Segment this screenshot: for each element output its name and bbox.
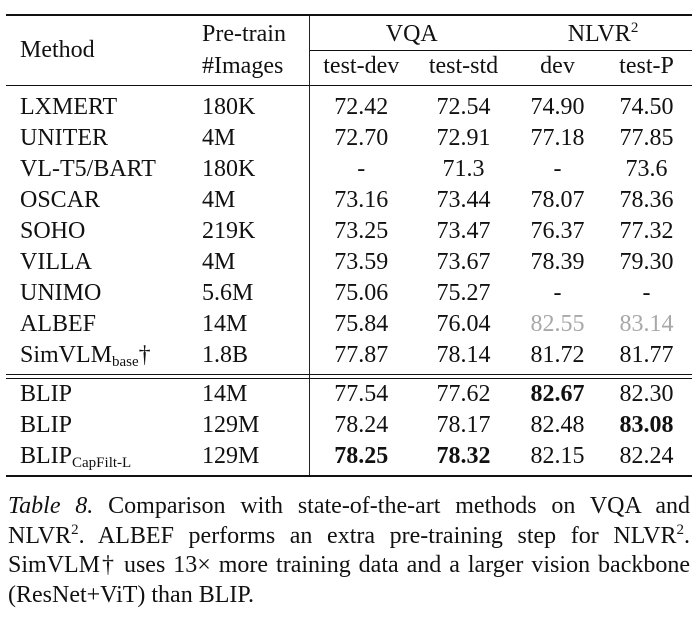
header-method: Method xyxy=(6,15,202,86)
value-cell: 77.87 xyxy=(309,340,413,375)
images-cell: 4M xyxy=(202,187,236,213)
value-cell: 79.30 xyxy=(619,249,674,275)
caption-text-1: Comparison with state-of-the-art methods on VQA and NLVR xyxy=(8,493,691,549)
value-cell: 81.77 xyxy=(619,342,674,368)
images-cell: 1.8B xyxy=(202,342,249,368)
table-row xyxy=(6,309,692,340)
table-row xyxy=(6,410,692,441)
images-cell: 180K xyxy=(202,156,256,182)
table-row xyxy=(6,340,692,375)
value-cell: 73.59 xyxy=(309,247,413,278)
header-nlvr: NLVR$^2$ xyxy=(514,15,692,51)
value-cell: 72.91 xyxy=(436,125,491,151)
images-cell: 129M xyxy=(202,441,309,476)
images-cell: 14M xyxy=(202,379,309,411)
images-cell: 5.6M xyxy=(202,280,254,306)
images-cell: 129M xyxy=(202,412,260,438)
value-cell: 82.48 xyxy=(530,412,585,438)
value-cell: 73.6 xyxy=(625,156,668,182)
value-cell: 77.62 xyxy=(413,379,514,411)
caption-sup-2: 2 xyxy=(676,521,684,538)
caption-sup-1: 2 xyxy=(71,521,79,538)
value-cell: 73.44 xyxy=(436,187,491,213)
value-cell: 73.25 xyxy=(309,216,413,247)
method-cell: SOHO xyxy=(20,218,86,244)
images-cell: 219K xyxy=(202,218,256,244)
value-cell: 77.85 xyxy=(619,125,674,151)
method-cell: BLIP xyxy=(6,379,202,411)
value-cell: - xyxy=(309,154,413,185)
value-cell: 74.90 xyxy=(514,86,601,124)
caption-text-3: . SimVLM† uses 13× more training data and a larger vision backbone (ResNet+ViT) than BLIP. xyxy=(8,522,690,608)
caption-label: Table 8. xyxy=(8,493,94,519)
value-cell: 73.67 xyxy=(436,249,491,275)
value-cell: - xyxy=(553,156,562,182)
value-cell: 78.17 xyxy=(436,412,491,438)
header-pretrain-line2: #Images xyxy=(202,52,284,79)
value-cell: - xyxy=(642,280,651,306)
table-row xyxy=(6,185,692,216)
value-cell: 78.14 xyxy=(436,342,491,368)
value-cell: 72.54 xyxy=(413,86,514,124)
images-cell: 180K xyxy=(202,86,309,124)
method-cell: $BLIP_{CapFilt-L}$ xyxy=(6,441,202,476)
value-cell: 82.55 xyxy=(530,311,585,337)
table-caption xyxy=(8,492,690,610)
header-col-test-std: test-std xyxy=(413,51,514,86)
table-row xyxy=(6,278,692,309)
table-row xyxy=(6,86,692,124)
method-cell: VILLA xyxy=(20,249,92,275)
table-row xyxy=(6,216,692,247)
method-cell: UNITER xyxy=(20,125,108,151)
value-cell: 76.04 xyxy=(436,311,491,337)
value-cell: 76.37 xyxy=(530,218,585,244)
value-cell: 72.70 xyxy=(309,123,413,154)
images-cell: 4M xyxy=(202,249,236,275)
table-row xyxy=(6,123,692,154)
value-cell: 78.32 xyxy=(413,441,514,476)
value-cell: 78.07 xyxy=(530,187,585,213)
method-cell: OSCAR xyxy=(20,187,101,213)
table-row xyxy=(6,441,692,476)
value-cell: 71.3 xyxy=(442,156,485,182)
value-cell: 74.50 xyxy=(601,86,692,124)
method-cell: LXMERT xyxy=(6,86,202,124)
value-cell: 73.47 xyxy=(436,218,491,244)
value-cell: 78.36 xyxy=(619,187,674,213)
method-cell: VL-T5/BART xyxy=(20,156,156,182)
table-row xyxy=(6,379,692,411)
value-cell: 83.14 xyxy=(619,311,674,337)
header-pretrain-line1: Pre-train xyxy=(202,15,309,51)
images-cell: 4M xyxy=(202,125,236,151)
images-cell: 14M xyxy=(202,311,248,337)
table-row xyxy=(6,247,692,278)
value-cell: 78.25 xyxy=(309,441,413,476)
header-row-1 xyxy=(6,15,692,51)
method-cell: UNIMO xyxy=(20,280,102,306)
value-cell: 81.72 xyxy=(530,342,585,368)
value-cell: 83.08 xyxy=(619,412,674,438)
method-cell: BLIP xyxy=(20,412,73,438)
method-cell: ALBEF xyxy=(20,311,97,337)
results-table-container xyxy=(6,14,692,477)
value-cell: 78.39 xyxy=(530,249,585,275)
header-vqa: VQA xyxy=(309,15,514,51)
results-table xyxy=(6,14,692,477)
value-cell: 75.84 xyxy=(309,309,413,340)
value-cell: 82.15 xyxy=(514,441,601,476)
header-col-test-dev: test-dev xyxy=(309,51,413,86)
value-cell: 82.24 xyxy=(601,441,692,476)
header-col-dev: dev xyxy=(514,51,601,86)
value-cell: 82.30 xyxy=(601,379,692,411)
table-row xyxy=(6,154,692,185)
value-cell: 75.06 xyxy=(309,278,413,309)
header-col-test-p: test-P xyxy=(601,51,692,86)
value-cell: 77.54 xyxy=(309,379,413,411)
value-cell: 77.18 xyxy=(530,125,585,151)
method-cell: SimVLM$_{base}$† xyxy=(20,342,151,370)
value-cell: 75.27 xyxy=(436,280,491,306)
value-cell: 82.67 xyxy=(514,379,601,411)
value-cell: - xyxy=(553,280,562,306)
value-cell: 77.32 xyxy=(619,218,674,244)
value-cell: 78.24 xyxy=(309,410,413,441)
value-cell: 72.42 xyxy=(309,86,413,124)
caption-text-2: . ALBEF performs an extra pre-training step for NLVR xyxy=(78,522,677,549)
value-cell: 73.16 xyxy=(309,185,413,216)
